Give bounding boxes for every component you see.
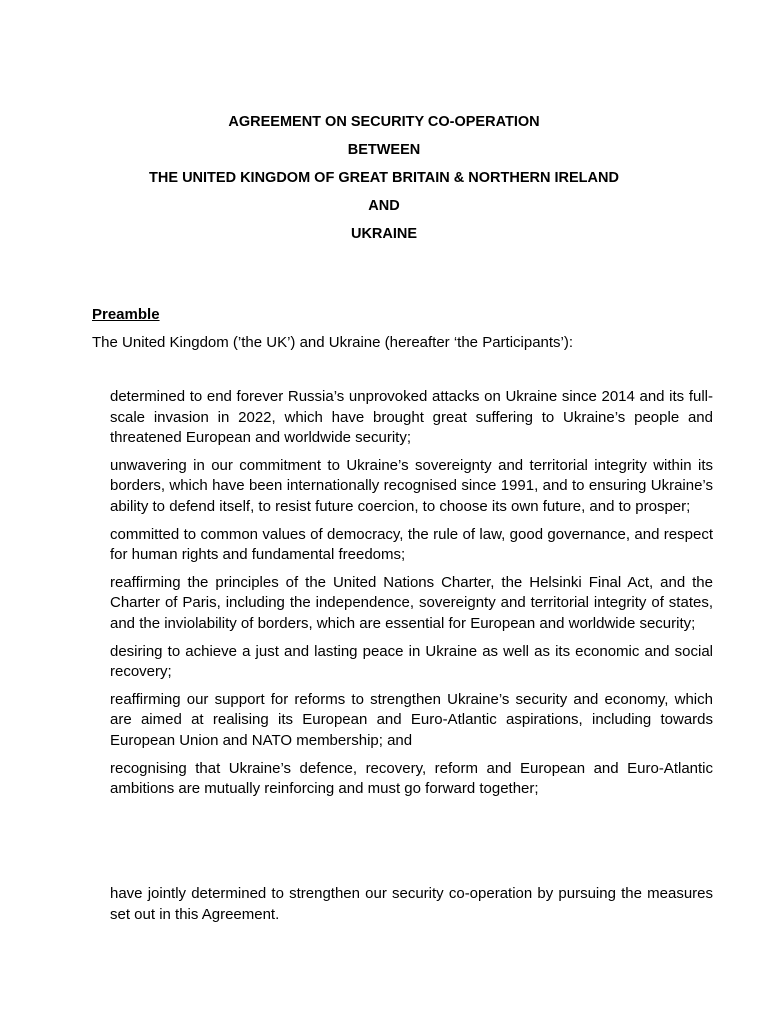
preamble-intro: The United Kingdom (’the UK’) and Ukraine (hereafter ‘the Participants’): xyxy=(92,334,574,351)
title-line-ukraine: UKRAINE xyxy=(350,226,418,242)
clause-paragraph: reaffirming the principles of the United Nations Charter, the Helsinki Final Act, and the Charter of Paris, including the independence, sovereignty and territorial integrity of states, and the inviolability of borders, which are essential for European and worldwide security; xyxy=(110,573,713,632)
preamble-clauses xyxy=(110,387,713,807)
clause-paragraph: reaffirming our support for reforms to strengthen Ukraine’s security and economy, which are aimed at realising its European and Euro-Atlantic aspirations, including towards European Union and NATO membership; and xyxy=(110,690,713,749)
clause-paragraph: unwavering in our commitment to Ukraine’s sovereignty and territorial integrity within its borders, which have been internationally recognised since 1991, and to ensuring Ukraine’s ability to defend itself, to resist future coercion, to choose its own future, and to prosper; xyxy=(110,456,713,515)
title-line-agreement: AGREEMENT ON SECURITY CO-OPERATION xyxy=(228,114,540,130)
closing-paragraph: have jointly determined to strengthen our security co-operation by pursuing the measures set out in this Agreement. xyxy=(110,885,713,923)
clause-paragraph: committed to common values of democracy, the rule of law, good governance, and respect for human rights and fundamental freedoms; xyxy=(110,525,713,564)
title-line-between: BETWEEN xyxy=(347,142,421,158)
clause-paragraph: determined to end forever Russia’s unprovoked attacks on Ukraine since 2014 and its full-scale invasion in 2022, which have brought great suffering to Ukraine’s people and threatened European and worldwide security; xyxy=(110,388,713,447)
title-line-and: AND xyxy=(368,198,400,214)
clause-paragraph: recognising that Ukraine’s defence, recovery, reform and European and Euro-Atlantic ambitions are mutually reinforcing and must go forward together; xyxy=(110,759,713,798)
document-title xyxy=(0,108,768,248)
preamble-heading: Preamble xyxy=(92,306,160,323)
title-line-united-kingdom: THE UNITED KINGDOM OF GREAT BRITAIN & NORTHERN IRELAND xyxy=(149,170,619,186)
clause-paragraph: desiring to achieve a just and lasting peace in Ukraine as well as its economic and social recovery; xyxy=(110,642,713,681)
